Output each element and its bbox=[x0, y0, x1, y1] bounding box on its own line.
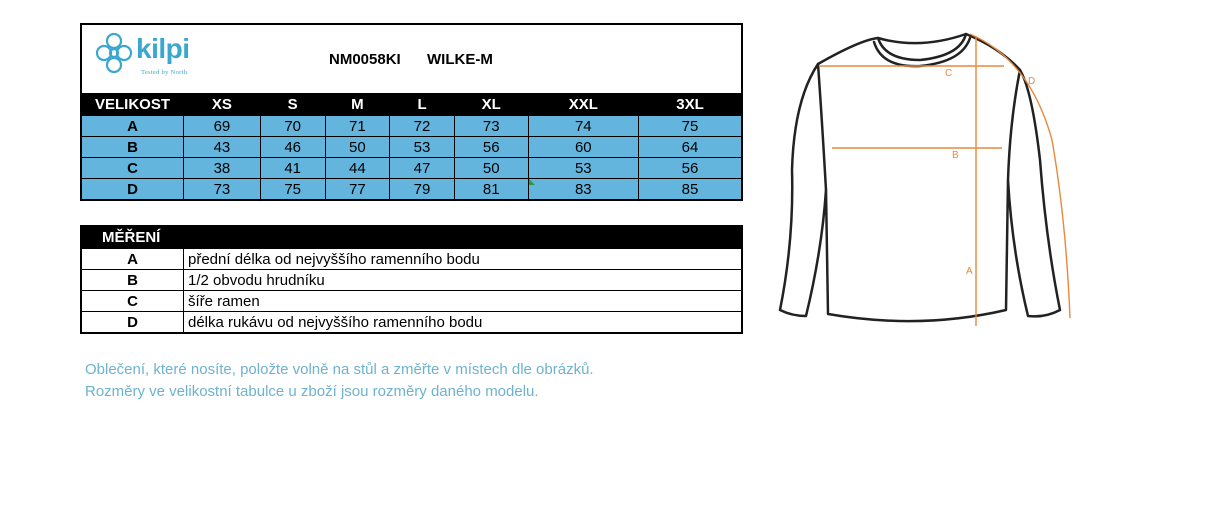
table-cell: 70 bbox=[260, 116, 325, 137]
size-col-3xl: 3XL bbox=[639, 93, 741, 116]
table-cell: 73 bbox=[454, 116, 528, 137]
label-b: B bbox=[952, 150, 959, 161]
size-table bbox=[80, 23, 743, 201]
table-cell: 50 bbox=[325, 137, 390, 158]
table-row bbox=[82, 312, 741, 333]
shirt-outline bbox=[780, 34, 1060, 321]
cell-comment-marker bbox=[529, 179, 535, 185]
measure-letter: A bbox=[82, 249, 184, 270]
table-cell: 71 bbox=[325, 116, 390, 137]
size-col-xxl: XXL bbox=[528, 93, 638, 116]
table-cell: 72 bbox=[390, 116, 455, 137]
table-cell: 50 bbox=[454, 158, 528, 179]
measure-letter: C bbox=[82, 291, 184, 312]
table-header bbox=[82, 25, 741, 93]
table-cell: 75 bbox=[639, 116, 741, 137]
size-col-s: S bbox=[260, 93, 325, 116]
measure-description: přední délka od nejvyššího ramenního bodu bbox=[184, 249, 742, 270]
table-cell: 38 bbox=[184, 158, 261, 179]
measure-description: 1/2 obvodu hrudníku bbox=[184, 270, 742, 291]
size-col-xl: XL bbox=[454, 93, 528, 116]
measurement-header: MĚŘENÍ bbox=[82, 227, 741, 249]
size-header-label: VELIKOST bbox=[82, 93, 184, 116]
measure-description: šíře ramen bbox=[184, 291, 742, 312]
row-label-d: D bbox=[82, 179, 184, 200]
table-cell: 56 bbox=[454, 137, 528, 158]
row-label-c: C bbox=[82, 158, 184, 179]
measure-labels bbox=[945, 68, 1035, 277]
table-row bbox=[82, 249, 741, 270]
label-a: A bbox=[966, 266, 973, 277]
shirt-diagram bbox=[770, 20, 1090, 340]
kilpi-logo bbox=[94, 31, 214, 83]
measure-letter: B bbox=[82, 270, 184, 291]
table-row bbox=[82, 270, 741, 291]
table-row bbox=[82, 158, 741, 179]
table-cell: 81 bbox=[454, 179, 528, 200]
table-cell: 69 bbox=[184, 116, 261, 137]
table-cell: 43 bbox=[184, 137, 261, 158]
table-row bbox=[82, 137, 741, 158]
table-cell: 41 bbox=[260, 158, 325, 179]
brand-name: kilpi bbox=[136, 33, 190, 64]
table-cell: 85 bbox=[639, 179, 741, 200]
table-cell: 56 bbox=[639, 158, 741, 179]
row-label-a: A bbox=[82, 116, 184, 137]
product-name: WILKE-M bbox=[427, 51, 493, 68]
product-code: NM0058KI bbox=[329, 51, 401, 68]
table-cell: 60 bbox=[528, 137, 638, 158]
measurement-table bbox=[80, 225, 743, 334]
table-cell: 74 bbox=[528, 116, 638, 137]
size-grid bbox=[82, 93, 741, 199]
table-cell: 44 bbox=[325, 158, 390, 179]
table-cell: 77 bbox=[325, 179, 390, 200]
cell-value: 83 bbox=[574, 180, 592, 198]
table-row bbox=[82, 116, 741, 137]
model-note: Rozměry ve velikostní tabulce u zboží jsou rozměry daného modelu. bbox=[85, 383, 539, 400]
size-col-xs: XS bbox=[184, 93, 261, 116]
table-row bbox=[82, 291, 741, 312]
table-cell: 47 bbox=[390, 158, 455, 179]
table-cell: 53 bbox=[390, 137, 455, 158]
table-cell bbox=[528, 179, 638, 200]
label-c: C bbox=[945, 68, 953, 79]
measure-description: délka rukávu od nejvyššího ramenního bodu bbox=[184, 312, 742, 333]
size-col-m: M bbox=[325, 93, 390, 116]
table-cell: 53 bbox=[528, 158, 638, 179]
table-cell: 75 bbox=[260, 179, 325, 200]
size-col-l: L bbox=[390, 93, 455, 116]
measure-letter: D bbox=[82, 312, 184, 333]
table-row bbox=[82, 179, 741, 200]
table-cell: 64 bbox=[639, 137, 741, 158]
row-label-b: B bbox=[82, 137, 184, 158]
label-d: D bbox=[1028, 76, 1036, 87]
instruction-note: Oblečení, které nosíte, položte volně na stůl a změřte v místech dle obrázků. bbox=[85, 361, 594, 378]
kilpi-knot-icon bbox=[94, 31, 134, 75]
table-cell: 79 bbox=[390, 179, 455, 200]
brand-tagline: Tested by North bbox=[141, 69, 188, 76]
table-cell: 73 bbox=[184, 179, 261, 200]
table-cell: 46 bbox=[260, 137, 325, 158]
size-header-row bbox=[82, 93, 741, 116]
